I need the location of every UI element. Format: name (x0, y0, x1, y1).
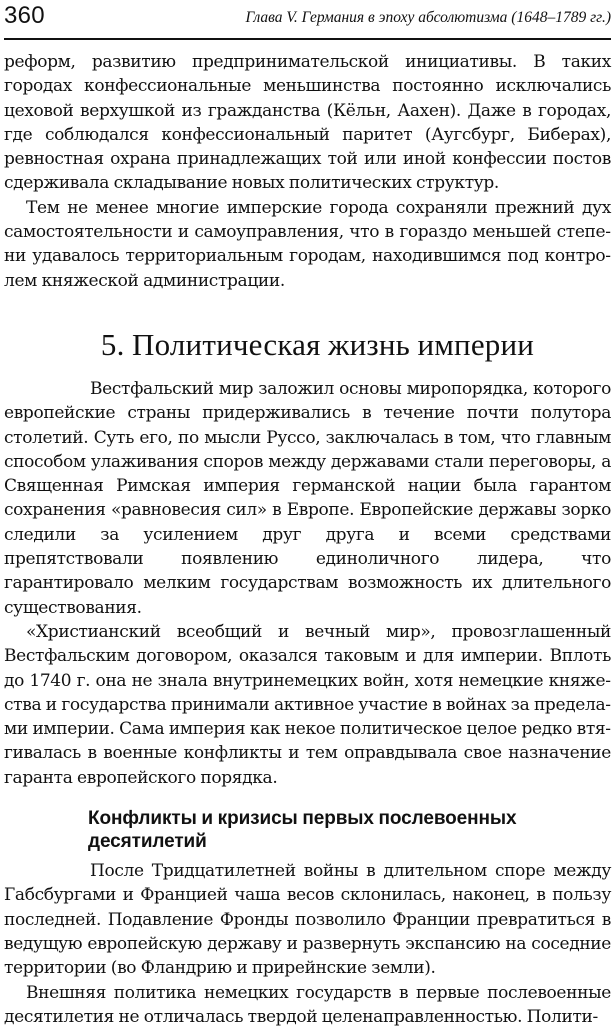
body-paragraph: После Тридцатилетней войны в длительном споре между Габсбургами и Францией чаша весов склонилась, наконец, в пользу последней. Подавление Фронды позволило Франции превратиться в ведущую европейскую державу и развернуть экспансию на соседние территории (во Фландрию и прирейнские земли). (4, 859, 611, 980)
page-body (4, 50, 611, 1029)
body-paragraph: реформ, развитию предпринимательской инициативы. В таких городах конфессиональные меньшинства постоянно исключались цеховой верхушкой из гражданства (Кёльн, Аахен). Даже в городах, где соблюдался конфессиональный паритет (Аугсбург, Биберах), ревностная охрана принадлежащих той или иной конфессии постов сдерживала складывание новых политических структур. (4, 50, 611, 196)
subsection-heading: Конфликты и кризисы первых послевоенных десятилетий (88, 807, 611, 853)
running-title: Глава V. Германия в эпоху абсолютизма (1648–1789 гг.) (245, 8, 611, 28)
body-paragraph: Тем не менее многие имперские города сохраняли прежний дух самостоятельности и самоуправления, что в гораздо меньшей степени удавалось территориальным городам, находившимся под контролем княжеской администрации. (4, 196, 611, 293)
page-number: 360 (4, 2, 45, 30)
body-paragraph: Вестфальский мир заложил основы миропорядка, которого европейские страны придерживались в течение почти полутора столетий. Суть его, по мысли Руссо, заключалась в том, что главным способом улаживания споров между державами стали переговоры, а Священная Римская империя германской нации была гарантом сохранения «равновесия сил» в Европе. Европейские державы зорко следили за усилением друг друга и всеми средствами препятствовали появлению единоличного лидера, что гарантировало мелким государствам возможность их длительного существования. (4, 377, 611, 620)
page-header (4, 0, 611, 40)
body-paragraph: Внешняя политика немецких государств в первые послевоенные десятилетия не отличалась твердой целенаправленностью. Полити- (4, 981, 611, 1029)
body-paragraph: «Христианский всеобщий и вечный мир», провозглашенный Вестфальским договором, оказался таковым и для империи. Вплоть до 1740 г. она не знала внутринемецких войн, хотя немецкие княжества и государства принимали активное участие в войнах за пределами империи. Сама империя как некое политическое целое редко втягивалась в военные конфликты и тем оправдывала свое назначение гаранта европейского порядка. (4, 620, 611, 790)
section-heading: 5. Политическая жизнь империи (4, 327, 611, 363)
